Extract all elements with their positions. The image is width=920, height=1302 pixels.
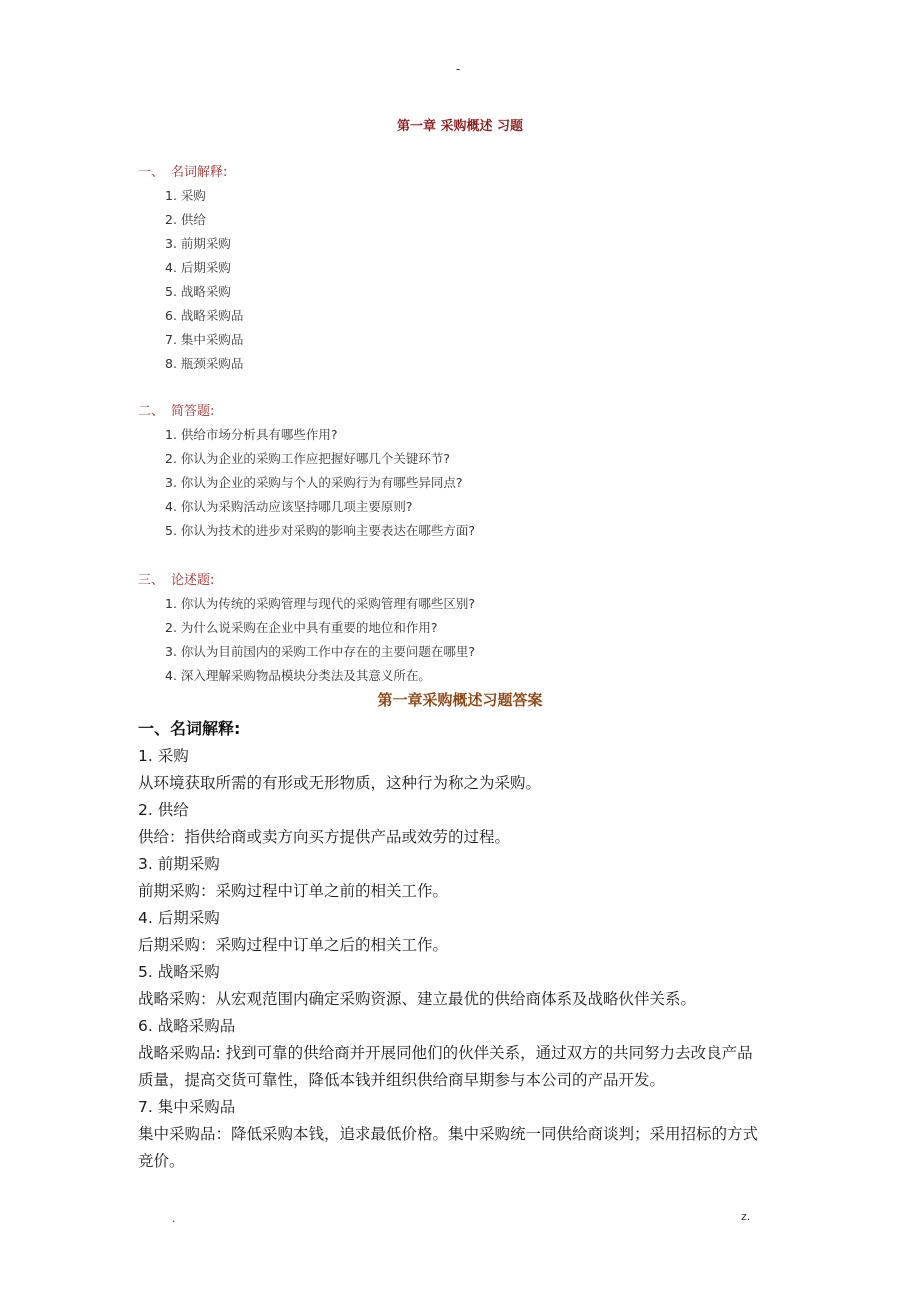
footer-left-mark: . — [172, 1212, 176, 1225]
list-item: 7. 集中采购品 — [165, 332, 244, 347]
answer-heading: 一、名词解释: — [138, 719, 241, 738]
answer-term: 5. 战略采购 — [138, 963, 220, 981]
footer-right-mark: z. — [741, 1210, 751, 1223]
section-number: 一、 — [138, 165, 165, 180]
list-item: 1. 你认为传统的采购管理与现代的采购管理有哪些区别? — [165, 596, 476, 611]
list-item: 3. 前期采购 — [165, 236, 231, 251]
section-heading — [138, 569, 214, 588]
section-title: 名词解释: — [171, 165, 228, 180]
list-item: 2. 供给 — [165, 212, 206, 227]
answer-definition: 集中采购品：降低采购本钱，追求最低价格。集中采购统一同供给商谈判；采用招标的方式 — [138, 1125, 759, 1143]
answer-definition: 质量，提高交货可靠性，降低本钱并组织供给商早期参与本公司的产品开发。 — [138, 1071, 666, 1089]
answer-term: 2. 供给 — [138, 801, 189, 819]
list-item: 4. 深入理解采购物品模块分类法及其意义所在。 — [165, 668, 431, 683]
answer-definition: 供给：指供给商或卖方向买方提供产品或效劳的过程。 — [138, 828, 511, 846]
answer-definition: 战略采购：从宏观范围内确定采购资源、建立最优的供给商体系及战略伙伴关系。 — [138, 990, 697, 1008]
answer-term: 6. 战略采购品 — [138, 1017, 236, 1035]
list-item: 3. 你认为企业的采购与个人的采购行为有哪些异同点? — [165, 475, 463, 490]
list-item: 2. 你认为企业的采购工作应把握好哪几个关键环节? — [165, 451, 451, 466]
section-number: 三、 — [138, 573, 165, 588]
list-item: 5. 你认为技术的进步对采购的影响主要表达在哪些方面? — [165, 523, 476, 538]
answer-term: 4. 后期采购 — [138, 909, 220, 927]
section-title: 论述题: — [171, 573, 215, 588]
answer-definition: 前期采购：采购过程中订单之前的相关工作。 — [138, 882, 449, 900]
list-item: 1. 供给市场分析具有哪些作用? — [165, 427, 338, 442]
answer-definition: 战略采购品: 找到可靠的供给商并开展同他们的伙伴关系，通过双方的共同努力去改良产品 — [138, 1044, 753, 1062]
section-heading — [138, 400, 214, 419]
list-item: 4. 你认为采购活动应该坚持哪几项主要原则? — [165, 499, 413, 514]
header-mark: - — [456, 62, 461, 76]
answer-term: 1. 采购 — [138, 747, 189, 765]
section-number: 二、 — [138, 404, 165, 419]
list-item: 6. 战略采购品 — [165, 308, 244, 323]
exercise-title: 第一章 采购概述 习题 — [396, 119, 524, 134]
list-item: 8. 瓶颈采购品 — [165, 356, 244, 371]
answer-definition: 后期采购：采购过程中订单之后的相关工作。 — [138, 936, 449, 954]
list-item: 2. 为什么说采购在企业中具有重要的地位和作用? — [165, 620, 438, 635]
answer-definition: 竞价。 — [138, 1152, 185, 1170]
list-item: 5. 战略采购 — [165, 284, 231, 299]
list-item: 3. 你认为目前国内的采购工作中存在的主要问题在哪里? — [165, 644, 476, 659]
section-title: 简答题: — [171, 404, 215, 419]
answer-definition: 从环境获取所需的有形或无形物质，这种行为称之为采购。 — [138, 774, 542, 792]
answer-title: 第一章采购概述习题答案 — [377, 691, 543, 709]
answer-term: 3. 前期采购 — [138, 855, 220, 873]
section-heading — [138, 161, 227, 180]
answer-term: 7. 集中采购品 — [138, 1098, 236, 1116]
list-item: 1. 采购 — [165, 188, 206, 203]
list-item: 4. 后期采购 — [165, 260, 231, 275]
